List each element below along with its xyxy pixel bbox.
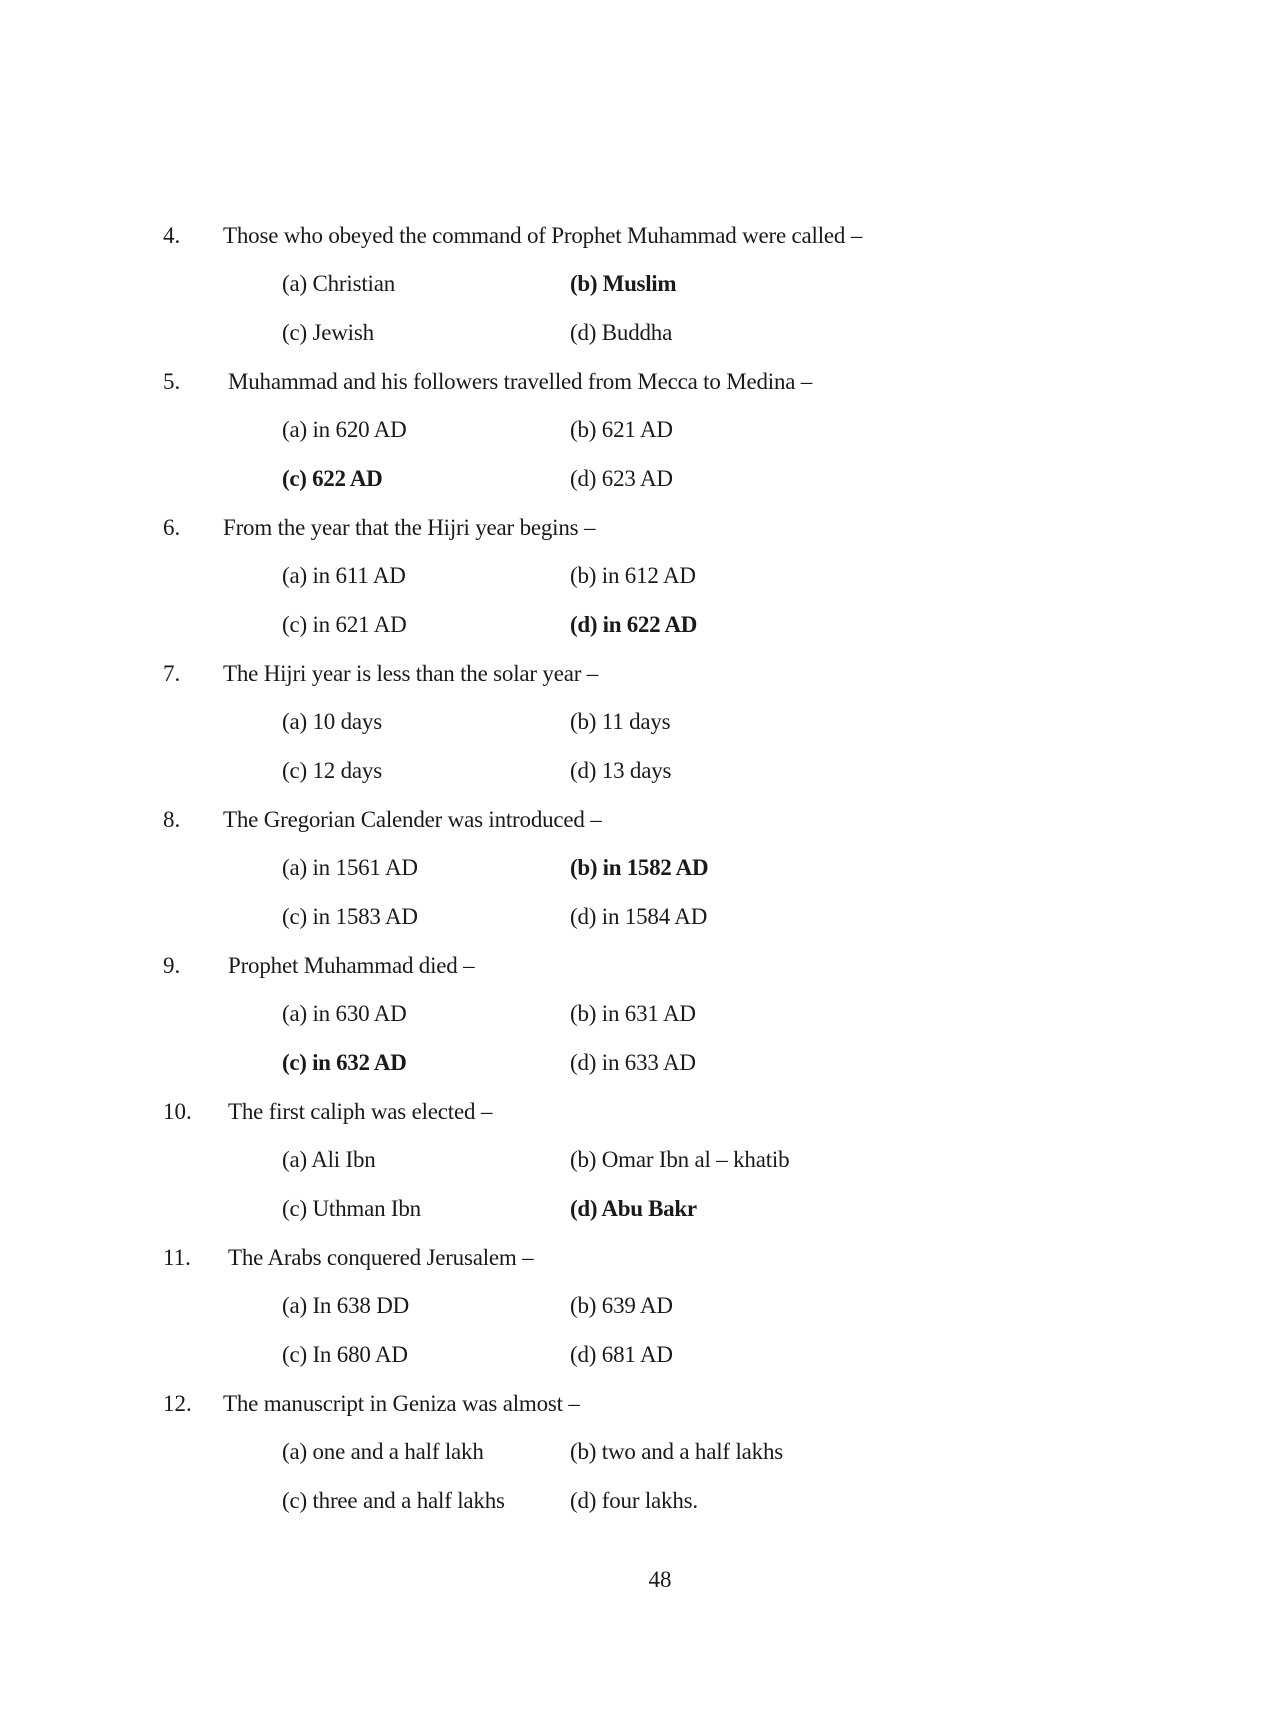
option-b: (b) two and a half lakhs [570, 1439, 783, 1464]
option-c: (c) In 680 AD [282, 1342, 408, 1367]
question-4 [0, 216, 1275, 362]
option-a: (a) Ali Ibn [282, 1147, 376, 1172]
option-c: (c) Uthman Ibn [282, 1196, 421, 1221]
option-b: (b) in 612 AD [570, 563, 696, 588]
question-number: 5. [163, 369, 181, 394]
option-b: (b) Omar Ibn al – khatib [570, 1147, 790, 1172]
option-c: (c) 12 days [282, 758, 382, 783]
option-a: (a) in 620 AD [282, 417, 407, 442]
question-number: 9. [163, 953, 181, 978]
question-number: 7. [163, 661, 181, 686]
option-a: (a) In 638 DD [282, 1293, 410, 1318]
question-row [0, 1384, 1275, 1424]
question-text: Prophet Muhammad died – [228, 953, 475, 978]
question-number: 12. [163, 1391, 192, 1416]
option-b: (b) in 631 AD [570, 1001, 696, 1026]
option-d: (d) in 1584 AD [570, 904, 708, 929]
option-c-correct: (c) in 632 AD [282, 1050, 407, 1075]
option-d: (d) in 633 AD [570, 1050, 696, 1075]
question-text: Muhammad and his followers travelled from Mecca to Medina – [228, 369, 813, 394]
question-7 [0, 654, 1275, 800]
page-number: 48 [648, 1567, 672, 1592]
question-6 [0, 508, 1275, 654]
question-row [0, 946, 1275, 986]
question-row [0, 800, 1275, 840]
option-b-correct: (b) Muslim [570, 271, 677, 296]
question-number: 6. [163, 515, 181, 540]
option-a: (a) in 611 AD [282, 563, 406, 588]
question-row [0, 362, 1275, 402]
question-text: The manuscript in Geniza was almost – [223, 1391, 580, 1416]
option-b: (b) 639 AD [570, 1293, 673, 1318]
question-10 [0, 1092, 1275, 1238]
option-a: (a) Christian [282, 271, 396, 296]
question-text: The Hijri year is less than the solar year – [223, 661, 599, 686]
question-11 [0, 1238, 1275, 1384]
question-row [0, 508, 1275, 548]
question-text: Those who obeyed the command of Prophet Muhammad were called – [223, 223, 863, 248]
question-9 [0, 946, 1275, 1092]
question-number: 11. [163, 1245, 191, 1270]
option-d: (d) 623 AD [570, 466, 673, 491]
question-number: 8. [163, 807, 181, 832]
option-d-correct: (d) Abu Bakr [570, 1196, 697, 1221]
question-text: The Gregorian Calender was introduced – [223, 807, 602, 832]
option-a: (a) in 630 AD [282, 1001, 407, 1026]
option-d: (d) four lakhs. [570, 1488, 698, 1513]
question-text: The Arabs conquered Jerusalem – [228, 1245, 534, 1270]
option-c: (c) Jewish [282, 320, 374, 345]
option-d: (d) 681 AD [570, 1342, 673, 1367]
question-8 [0, 800, 1275, 946]
option-c-correct: (c) 622 AD [282, 466, 383, 491]
option-c: (c) three and a half lakhs [282, 1488, 505, 1513]
option-b: (b) 11 days [570, 709, 671, 734]
option-b: (b) 621 AD [570, 417, 673, 442]
question-text: The first caliph was elected – [228, 1099, 493, 1124]
question-row [0, 1238, 1275, 1278]
question-number: 10. [163, 1099, 192, 1124]
question-12 [0, 1384, 1275, 1530]
option-c: (c) in 1583 AD [282, 904, 418, 929]
option-a: (a) in 1561 AD [282, 855, 418, 880]
question-row [0, 654, 1275, 694]
option-a: (a) 10 days [282, 709, 382, 734]
option-c: (c) in 621 AD [282, 612, 407, 637]
question-number: 4. [163, 223, 181, 248]
option-d: (d) 13 days [570, 758, 672, 783]
option-d-correct: (d) in 622 AD [570, 612, 698, 637]
option-b-correct: (b) in 1582 AD [570, 855, 709, 880]
question-text: From the year that the Hijri year begins – [223, 515, 596, 540]
option-d: (d) Buddha [570, 320, 673, 345]
question-row [0, 1092, 1275, 1132]
question-row [0, 216, 1275, 256]
option-a: (a) one and a half lakh [282, 1439, 484, 1464]
question-5 [0, 362, 1275, 508]
